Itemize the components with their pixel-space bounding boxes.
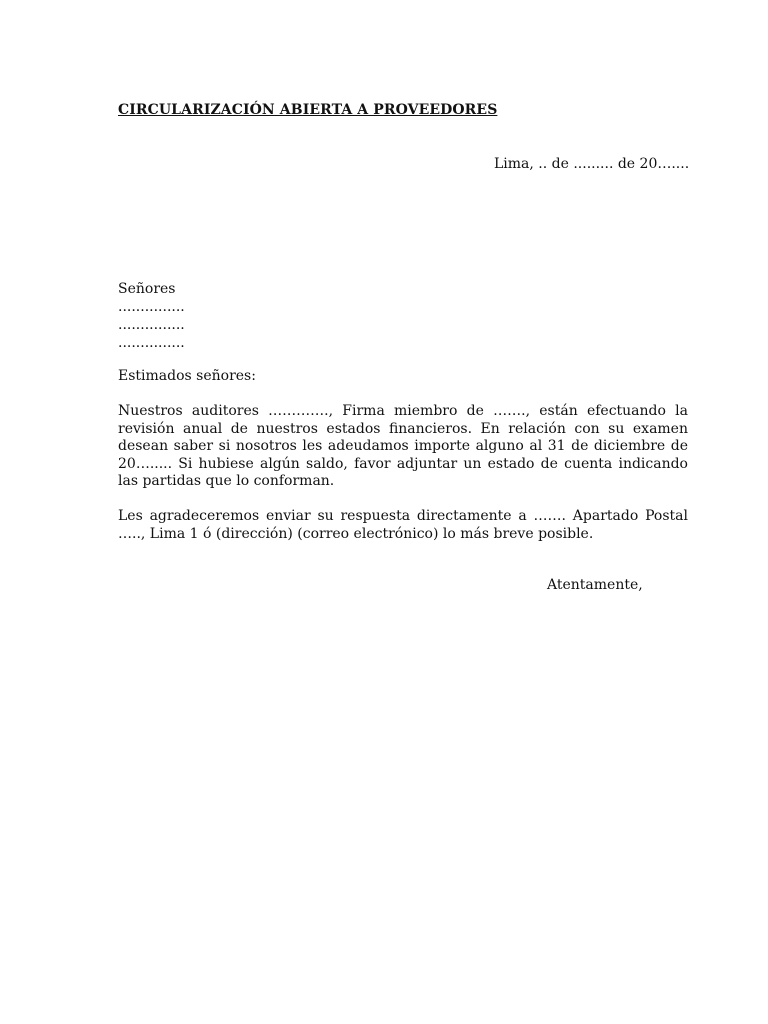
- recipient-salutation: Señores: [118, 281, 176, 297]
- recipient-line: ...............: [118, 317, 185, 333]
- recipient-line: ...............: [118, 335, 185, 351]
- closing: Atentamente,: [547, 577, 643, 593]
- date-line: Lima, .. de ......... de 20…....: [494, 156, 690, 172]
- recipient-line: ...............: [118, 299, 185, 315]
- body-paragraph: Les agradeceremos enviar su respuesta directamente a ……. Apartado Postal ….., Lima 1 ó (dirección) (correo electrónico) lo más breve posible.: [118, 508, 688, 542]
- document-title: CIRCULARIZACIÓN ABIERTA A PROVEEDORES: [118, 102, 498, 118]
- body-paragraph: Nuestros auditores …………., Firma miembro de ……., están efectuando la revisión anual de nuestros estados financieros. En relación con su examen desean saber si nosotros les adeudamos importe alguno al 31 de diciembre de 20…..... Si hubiese algún saldo, favor adjuntar un estado de cuenta indicando las partidas que lo conforman.: [118, 403, 688, 489]
- recipient-block: [118, 280, 185, 352]
- greeting: Estimados señores:: [118, 368, 256, 384]
